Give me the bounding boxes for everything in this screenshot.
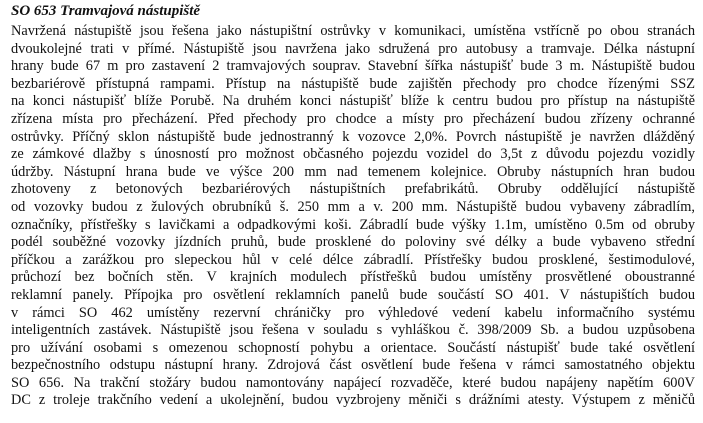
paragraph-line: průchozí bez bočních stěn. V krajních modulech přístřešků budou umístěny prosvětlené oboustranné bbox=[11, 269, 695, 286]
paragraph-line: inteligentních zastávek. Nástupiště jsou řešena v souladu s vyhláškou č. 398/2009 Sb. a budou uzpůsobena bbox=[11, 322, 695, 339]
body-paragraph bbox=[11, 23, 695, 410]
paragraph-line: bezbariérově přístupná rampami. Přístup na nástupiště bude zajištěn přechody pro chodce řízenými SSZ bbox=[11, 75, 695, 92]
paragraph-line: Navržená nástupiště jsou řešena jako nástupištní ostrůvky v komunikaci, umístěna vstřícně po obou stranách bbox=[11, 23, 695, 39]
paragraph-line: zřízena místa pro přecházení. Před přechody pro chodce a místy pro přecházení budou zřízeny ochranné bbox=[11, 110, 695, 127]
paragraph-line: podél souběžné vozovky jízdních pruhů, bude prosklené do poloviny své délky a bude vybaveno střední bbox=[11, 234, 695, 251]
paragraph-line: od vozovky budou z žulových obrubníků š. 250 mm a v. 200 mm. Nástupiště budou vybaveny zábradlím, bbox=[11, 198, 695, 215]
paragraph-line: údržby. Nástupní hrana bude ve výšce 200 mm nad temenem kolejnice. Obruby nástupních hran budou bbox=[11, 163, 695, 180]
paragraph-line: zhotoveny z betonových bezbariérových nástupištních prefabrikátů. Obruby oddělující nástupiště bbox=[11, 181, 695, 198]
section-heading: SO 653 Tramvajová nástupiště bbox=[11, 3, 201, 19]
paragraph-line: SO 656. Na trakční stožáry budou namontovány napájecí rozvaděče, které budou napájeny napětím 600V bbox=[11, 374, 695, 391]
paragraph-line: příčkou a zarážkou pro slepeckou hůl v celé délce zábradlí. Přístřešky budou prosklené, šestimodulové, bbox=[11, 251, 695, 268]
paragraph-line: na konci nástupišť blíže Porubě. Na druhém konci nástupišť blíže k centru budou pro přístup na nástupiště bbox=[11, 93, 695, 110]
paragraph-line: DC z troleje trakčního vedení a ukolejnění, budou vyzbrojeny měniči s drážními atesty. Výstupem z měničů bbox=[11, 392, 695, 409]
paragraph-line: pro užívání osobami s omezenou schopností pohybu a orientace. Součástí nástupišť bude také osvětlení bbox=[11, 339, 695, 356]
paragraph-line: ze zámkové dlažby s únosností pro možnost občasného pojezdu vozidel do 3,5t z důvodu pojezdu vozidly bbox=[11, 146, 695, 163]
paragraph-line: hrany bude 67 m pro zastavení 2 tramvajových souprav. Stavební šířka nástupišť bude 3 m. Nástupiště budou bbox=[11, 58, 695, 75]
paragraph-line: dvoukolejné trati v přímé. Nástupiště jsou navržena jako sdružená pro autobusy a tramvaje. Délka nástupní bbox=[11, 40, 695, 57]
paragraph-line: reklamní panely. Přípojka pro osvětlení reklamních panelů bude součástí SO 401. V nástupištích budou bbox=[11, 286, 695, 303]
paragraph-line: označníky, přístřešky s lavičkami a odpadkovými koši. Zábradlí bude výšky 1.1m, umístěno 0.5m od obruby bbox=[11, 216, 695, 233]
paragraph-line: ostrůvky. Příčný sklon nástupiště bude jednostranný k vozovce 2,0%. Povrch nástupiště je navržen dlážděný bbox=[11, 128, 695, 145]
paragraph-line: v rámci SO 462 umístěny rezervní chráničky pro výhledové vedení kabelu informačního systému bbox=[11, 304, 695, 321]
paragraph-line: bezpečnostního odstupu nástupní hrany. Zdrojová část osvětlení bude řešena v rámci samostatného objektu bbox=[11, 357, 695, 374]
